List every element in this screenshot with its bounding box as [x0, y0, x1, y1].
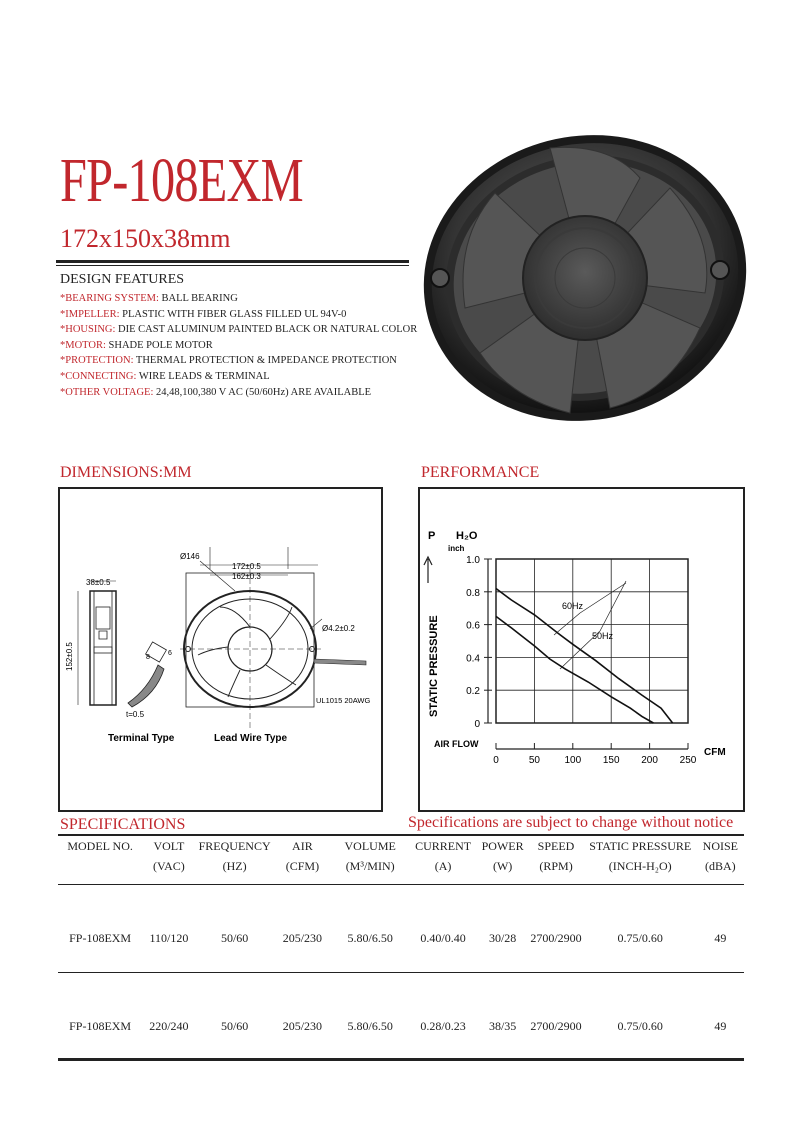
performance-chart: [420, 489, 743, 810]
col-header: SPEED: [537, 838, 575, 853]
series-label-60hz: 60Hz: [562, 601, 584, 611]
feature-label: *PROTECTION:: [60, 355, 134, 367]
series-line-50hz: [496, 616, 653, 723]
series-60hz-callout: [554, 613, 580, 635]
feature-item: [60, 307, 417, 323]
cell-volume: 5.80/6.50: [347, 930, 393, 945]
fan-product-image: [420, 128, 750, 438]
col-unit: (A): [434, 858, 452, 873]
feature-value: BALL BEARING: [158, 293, 238, 304]
lead-wire-type-label: Lead Wire Type: [214, 733, 288, 744]
col-header: FREQUENCY: [198, 838, 271, 853]
cell-noise: 49: [714, 1018, 727, 1033]
x-tick-label: 150: [602, 755, 620, 766]
y-tick-label: 0.2: [466, 686, 480, 698]
col-unit: (dBA): [705, 858, 736, 873]
feature-item: [60, 338, 417, 354]
plot-frame: [496, 559, 688, 723]
dim-b: 8: [146, 654, 150, 661]
y-tick-label: 1.0: [466, 555, 480, 566]
table-row: [58, 1016, 744, 1036]
spec-bottom-rule: [58, 1058, 744, 1061]
series-60hz-callout: [580, 583, 626, 613]
spec-row-rule: [58, 972, 744, 973]
cell-current: 0.28/0.23: [420, 1018, 466, 1033]
col-header: MODEL NO.: [67, 838, 133, 853]
dim-width-2: 162±0.3: [232, 572, 261, 581]
title-rule: [56, 260, 409, 263]
col-header: STATIC PRESSURE: [589, 838, 692, 853]
dimensions-panel: [58, 487, 383, 812]
series-line-60hz: [496, 589, 673, 724]
col-unit: (VAC): [153, 858, 185, 873]
cell-current: 0.40/0.40: [420, 930, 466, 945]
specifications-heading: SPECIFICATIONS: [60, 816, 186, 833]
col-unit: (M³/MIN): [345, 858, 395, 873]
x-tick-label: 200: [641, 755, 658, 766]
y-unit-h2o: H₂O: [456, 530, 478, 542]
col-header: VOLUME: [344, 838, 396, 853]
performance-heading: PERFORMANCE: [421, 464, 540, 481]
cell-model: FP-108EXM: [69, 930, 132, 945]
y-unit-p: P: [428, 530, 436, 542]
x-tick-label: 100: [564, 755, 582, 766]
y-tick-label: 0.8: [466, 587, 480, 599]
title-rule-thin: [56, 265, 409, 266]
dim-hole: Ø4.2±0.2: [322, 624, 355, 633]
model-title: FP-108EXM: [60, 147, 303, 215]
feature-label: *HOUSING:: [60, 324, 116, 336]
cell-air: 205/230: [282, 930, 323, 945]
y-tick-label: 0.6: [466, 620, 480, 632]
cell-frequency: 50/60: [220, 930, 249, 945]
y-tick-label: 0: [474, 719, 480, 730]
cell-power: 38/35: [488, 1018, 517, 1033]
x-unit-label: CFM: [704, 747, 726, 758]
terminal-type-label: Terminal Type: [108, 733, 175, 744]
feature-label: *MOTOR:: [60, 339, 106, 351]
cell-air: 205/230: [282, 1018, 323, 1033]
performance-panel: [418, 487, 745, 812]
col-unit: (CFM): [285, 858, 320, 873]
col-header: VOLT: [153, 838, 185, 853]
spec-header-rule: [58, 884, 744, 885]
cell-model: FP-108EXM: [69, 1018, 132, 1033]
col-unit: (INCH-H₂O): [608, 858, 672, 873]
dim-height: 152±0.5: [65, 642, 74, 671]
dim-diameter: Ø146: [180, 552, 200, 561]
col-unit: (HZ): [222, 858, 247, 873]
col-unit: [58, 856, 142, 876]
y-axis-arrow-icon: [424, 557, 432, 583]
feature-value: 24,48,100,380 V AC (50/60Hz) ARE AVAILABLE: [153, 386, 372, 398]
series-50hz-callout: [560, 631, 600, 669]
specifications-notice: Specifications are subject to change without notice: [408, 814, 734, 831]
table-header-units-row: [58, 856, 744, 876]
feature-label: *CONNECTING:: [60, 370, 137, 382]
feature-label: *OTHER VOLTAGE:: [60, 386, 154, 398]
feature-value: THERMAL PROTECTION & IMPEDANCE PROTECTION: [133, 355, 397, 367]
x-tick-label: 250: [679, 755, 697, 766]
feature-item: [60, 322, 417, 338]
cell-speed: 2700/2900: [530, 1018, 582, 1033]
cell-power: 30/28: [488, 930, 517, 945]
y-tick-label: 0.4: [466, 653, 480, 665]
table-header-row: [58, 836, 744, 856]
dim-width-1: 172±0.5: [232, 562, 261, 571]
mount-hole-icon: [711, 261, 729, 279]
x-tick-label: 0: [493, 755, 499, 766]
dimensions-heading: DIMENSIONS:MM: [60, 464, 192, 481]
feature-value: DIE CAST ALUMINUM PAINTED BLACK OR NATURAL COLOR: [115, 324, 418, 336]
specifications-table: [58, 836, 744, 1036]
feature-item: [60, 369, 417, 385]
dim-c: 6: [168, 650, 172, 657]
col-unit: (W): [492, 858, 513, 873]
cell-static-pressure: 0.75/0.60: [617, 930, 663, 945]
table-row: [58, 928, 744, 948]
cell-volume: 5.80/6.50: [347, 1018, 393, 1033]
col-header: CURRENT: [415, 838, 472, 853]
dim-width-side: 38±0.5: [86, 578, 111, 587]
cell-frequency: 50/60: [220, 1018, 249, 1033]
feature-label: *BEARING SYSTEM:: [60, 293, 159, 304]
col-header: POWER: [481, 838, 524, 853]
col-unit: (RPM): [539, 858, 573, 873]
feature-item: [60, 353, 417, 369]
x-tick-label: 50: [528, 755, 540, 766]
dim-thickness: t=0.5: [126, 710, 145, 719]
dim-wire: UL1015 20AWG: [316, 696, 371, 705]
series-50hz-callout: [600, 581, 626, 631]
dimension-drawing: [60, 489, 381, 810]
design-features-list: [60, 291, 417, 400]
feature-item: [60, 291, 417, 307]
mount-hole-icon: [431, 269, 449, 287]
model-size: 172x150x38mm: [60, 224, 231, 253]
x-axis-label: AIR FLOW: [434, 739, 479, 749]
y-axis-label: STATIC PRESSURE: [428, 615, 440, 717]
feature-label: *IMPELLER:: [60, 308, 120, 320]
cell-static-pressure: 0.75/0.60: [617, 1018, 663, 1033]
cell-speed: 2700/2900: [530, 930, 582, 945]
col-header: NOISE: [702, 838, 739, 853]
feature-value: WIRE LEADS & TERMINAL: [136, 370, 270, 382]
design-features-heading: DESIGN FEATURES: [60, 272, 185, 287]
series-label-50hz: 50Hz: [592, 631, 614, 641]
feature-value: PLASTIC WITH FIBER GLASS FILLED UL 94V-0: [119, 308, 347, 320]
col-header: AIR: [292, 838, 313, 853]
y-unit-inch: inch: [448, 544, 465, 553]
cell-volt: 220/240: [149, 1018, 189, 1033]
cell-noise: 49: [714, 930, 727, 945]
feature-value: SHADE POLE MOTOR: [105, 339, 213, 351]
cell-volt: 110/120: [149, 930, 189, 945]
feature-item: [60, 385, 417, 401]
